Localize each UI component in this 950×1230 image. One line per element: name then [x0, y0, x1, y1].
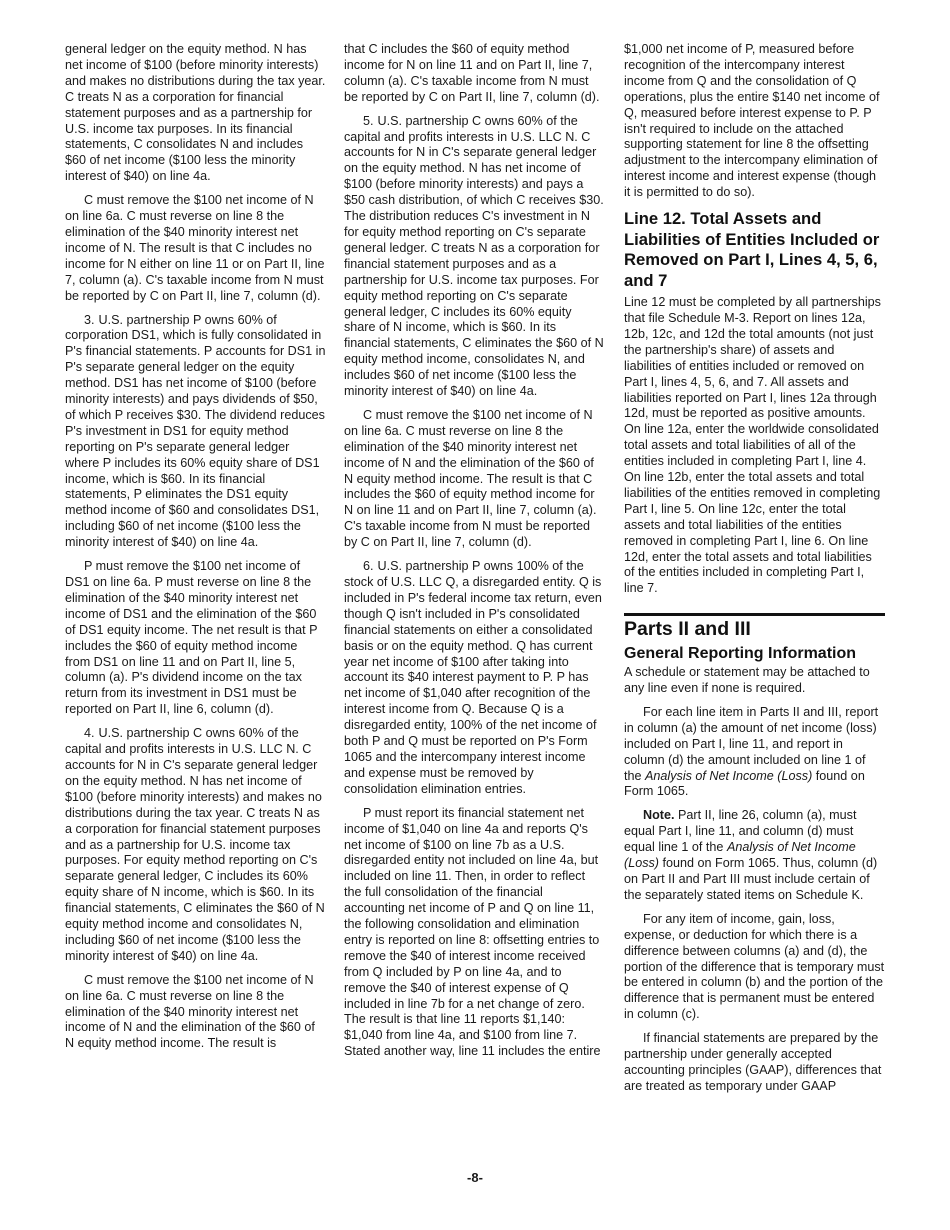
- paragraph: C must remove the $100 net income of N on line 6a. C must reverse on line 8 the elimination of the $40 minority interest net income of N and the elimination of the $60 of N equity method income. The result is that C includes the $60 of equity method income for N on line 11 and on Part II, line 7, column (a). C's taxable income from N must be reported by C on Part II, line 7, column (d).: [344, 407, 597, 550]
- example-number: 5.: [363, 113, 374, 128]
- example-number: 3.: [84, 312, 95, 327]
- paragraph: P must remove the $100 net income of DS1 on line 6a. P must reverse on line 8 the elimination of the $40 minority interest net income of DS1 and the elimination of the $60 of DS1 equity income. The net result is that P includes the $60 of equity method income from DS1 on line 11 and on Part II, line 5, column (a). P's dividend income on the tax return from its investment in DS1 must be reported on Part II, line 6, column (d).: [65, 559, 318, 717]
- text-run: found on Form 1065. Thus, column (d) on Part II and Part III must include certain of the separately stated items on Schedule K.: [624, 856, 878, 902]
- example-text: U.S. partnership C owns 60% of the capital and profits interests in U.S. LLC N. C accounts for N in C's separate general ledger on the equity method. N has net income of $100 (before minority interests) and makes no distributions during the tax year. C treats N as a corporation for financial statement purposes and as a partnership for U.S. income tax purposes. For equity method reporting on C's separate general ledger, C includes its 60% equity share of N income, which is $60. In its financial statements, C eliminates the $60 of N equity method income and consolidates N, including $60 of net income ($100 less the minority interest of $40) on line 4a.: [65, 726, 325, 963]
- note-label: Note.: [643, 808, 675, 823]
- note-paragraph: [624, 808, 885, 903]
- general-reporting-heading: General Reporting Information: [624, 645, 857, 663]
- form-reference: Analysis of Net Income (Loss): [645, 768, 813, 783]
- paragraph: C must remove the $100 net income of N on line 6a. C must reverse on line 8 the elimination of the $40 minority interest net income of N. The result is that C includes no income for N either on line 11 or on Part II, line 7, column (a). C's taxable income from N must be reported by C on Part II, line 7, column (d).: [65, 193, 325, 303]
- paragraph: [624, 705, 885, 800]
- example-5: [344, 114, 605, 400]
- section-divider: [624, 613, 885, 616]
- example-text: U.S. partnership P owns 60% of corporation DS1, which is fully consolidated in P's financial statements. P accounts for DS1 in P's separate general ledger on the equity method. DS1 has net income of $100 (before minority interests) and pays dividends of $50, of which P receives $30. The dividend reduces P's investment in DS1 for equity method reporting on P's separate general ledger where P includes its 60% equity share of DS1 income, which is $60. In its financial statements, P eliminates the DS1 equity method income of $60 and consolidates DS1, including $60 of net income ($100 less the minority interest of $40) on line 4a.: [65, 312, 326, 550]
- text-run: Part II, line 26, column (a), must equal Part I, line 11, and column (d) must equal line 1 of the: [624, 808, 857, 855]
- paragraph: C must remove the $100 net income of N on line 6a. C must reverse on line 8 the elimination of the $40 minority interest net income of N and the elimination of the $60 of N equity method income. The result is: [65, 972, 315, 1051]
- example-text: U.S. partnership P owns 100% of the stock of U.S. LLC Q, a disregarded entity. Q is included in P's federal income tax return, even though Q isn't included in P's consolidated financial statements on either a consolidated basis or on the equity method. Q has current year net income of $100 after taking into account its $40 interest payment to P. P has net income of $1,040 after recognition of the interest income from Q. Because Q is a disregarded entity, 100% of the net income of both P and Q must be reported on P's Form 1065 and the intercompany interest income and expense must be removed by consolidation elimination entries.: [344, 559, 602, 796]
- paragraph: For any item of income, gain, loss, expense, or deduction for which there is a difference between columns (a) and (d), the portion of the difference that is temporary must be entered in column (b) and the portion of the difference that is permanent must be entered in column (c).: [624, 911, 885, 1022]
- text-run: found on Form 1065.: [624, 768, 865, 799]
- paragraph: that C includes the $60 of equity method income for N on line 11 and on Part II, line 7, column (a). C's taxable income from N must be reported by C on Part II, line 7, column (d).: [344, 42, 600, 104]
- column-2: [344, 42, 605, 1068]
- paragraph: Line 12 must be completed by all partnerships that file Schedule M-3. Report on lines 12a, 12b, 12c, and 12d the total amounts (not just the partnership's share) of assets and liabilities of entities included or removed on Part I, lines 4, 5, 6, and 7. All assets and liabilities reported on Part I, lines 12a through 12d, must be reported as positive amounts. On line 12a, enter the worldwide consolidated total assets and total liabilities of all of the entities included in completing Part I, line 4. On line 12b, enter the total assets and total liabilities of the entities removed in completing Part I, line 5. On line 12c, enter the total assets and total liabilities of the entities removed in completing Part I, line 6. On line 12d, enter the total assets and total liabilities of the entities included in completing Part I, line 7.: [624, 295, 881, 596]
- form-reference: Analysis of Net Income (Loss): [624, 840, 856, 871]
- paragraph: P must report its financial statement net income of $1,040 on line 4a and reports Q's net income of $100 on line 7b as a U.S. disregarded entity not included on line 4a, but included on line 11. Then, in order to reflect the full consolidation of the financial accounting net income of P and Q on line 11, the following consolidation and elimination entry is reported on line 8: offsetting entries to remove the $40 of interest income received from Q included by P on line 4a, and to remove the $40 of interest expense of Q included in line 7b for a net change of zero. The result is that line 11 reports $1,140: $1,040 from line 4a, and $100 from line 7. Stated another way, line 11 includes the entire: [344, 805, 601, 1059]
- line-12-heading: Line 12. Total Assets and Liabilities of Entities Included or Removed on Part I, Lines 4, 5, 6, and 7: [624, 209, 880, 290]
- parts-ii-iii-heading: Parts II and III: [624, 618, 751, 641]
- text-run: For each line item in Parts II and III, report in column (a) the amount of net income (loss) included on Part I, line 11, and report in column (d) the amount included on line 1 of the: [624, 704, 879, 783]
- page-number: -8-: [467, 1170, 483, 1185]
- column-3: [624, 42, 885, 1103]
- paragraph: If financial statements are prepared by the partnership under generally accepted accounting principles (GAAP), differences that are treated as temporary under GAAP: [624, 1031, 882, 1093]
- example-3: [65, 313, 326, 552]
- example-4: [65, 726, 326, 965]
- paragraph: A schedule or statement may be attached to any line even if none is required.: [624, 665, 870, 695]
- example-number: 6.: [363, 559, 374, 574]
- column-1: [65, 42, 326, 1060]
- example-text: U.S. partnership C owns 60% of the capital and profits interests in U.S. LLC N. C accounts for N in C's separate general ledger on the equity method. N has net income of $100 (before minority interests) and pays a $50 cash distribution, of which C receives $30. The distribution reduces C's investment in N for equity method reporting on C's separate general ledger. C treats N as a corporation for financial statement purposes and as a partnership for U.S. income tax purposes. For equity method reporting on C's separate general ledger, C includes its 60% equity share of N income, which is $60. In its financial statements, C eliminates the $60 of N equity method income, consolidates N, and includes $60 of net income ($100 less the minority interest of $40) on line 4a.: [344, 113, 604, 399]
- example-6: [344, 559, 605, 798]
- paragraph: $1,000 net income of P, measured before recognition of the intercompany interest income from Q and the consolidation of Q operations, plus the entire $140 net income of Q, measured before interest expense to P. P isn't required to include on the attached supporting statement for line 8 the offsetting adjustment to the intercompany elimination of interest income and interest expense (though it is permitted to do so).: [624, 42, 880, 200]
- example-number: 4.: [84, 726, 95, 741]
- paragraph: general ledger on the equity method. N has net income of $100 (before minority interests) and makes no distributions during the tax year. C treats N as a corporation for financial statement purposes and as a partnership for U.S. income tax purposes. In its financial statements, C consolidates N and includes $60 of net income ($100 less the minority interest of $40) on line 4a.: [65, 42, 326, 184]
